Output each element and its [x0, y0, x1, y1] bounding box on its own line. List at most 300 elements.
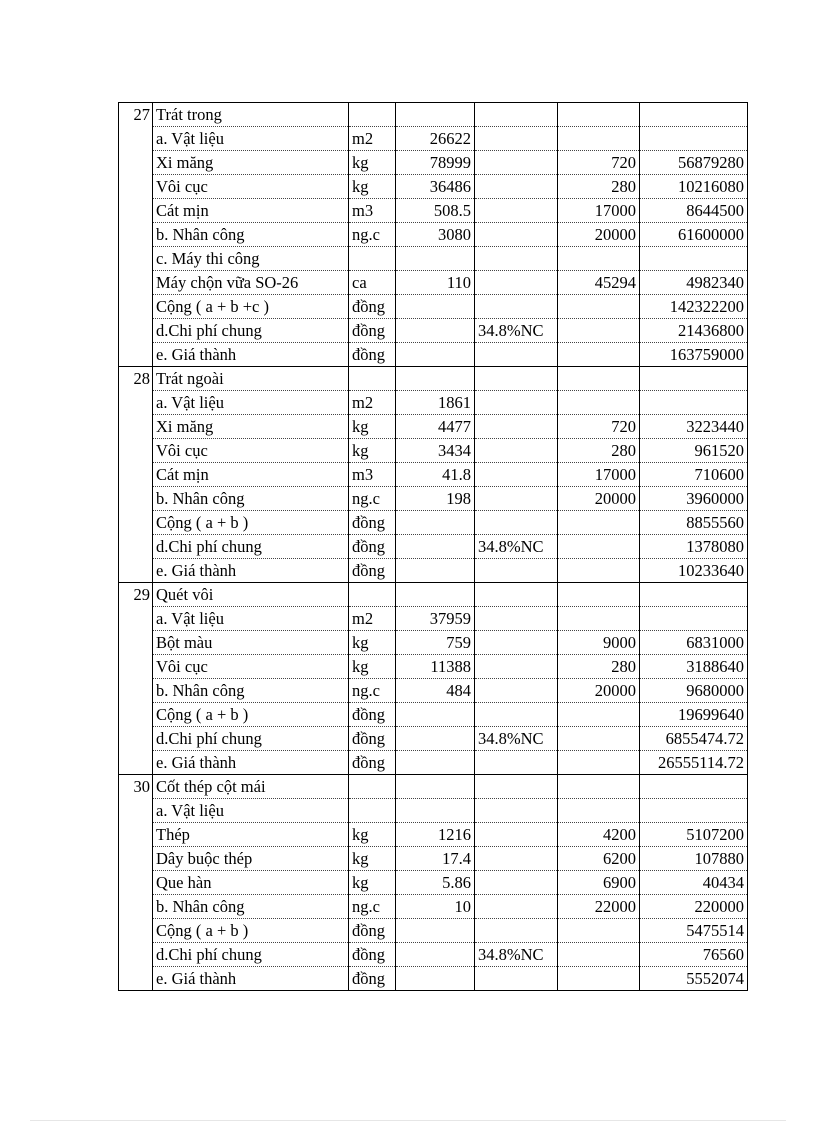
pct-cell	[475, 439, 558, 463]
unit-cell: m2	[349, 127, 396, 151]
price-cell: 20000	[558, 679, 640, 703]
amount-cell: 107880	[640, 847, 748, 871]
pct-cell	[475, 415, 558, 439]
amount-cell	[640, 583, 748, 607]
name-cell: e. Giá thành	[153, 559, 349, 583]
item-number-cell	[119, 655, 153, 679]
cost-table	[118, 102, 748, 991]
amount-cell	[640, 127, 748, 151]
pct-cell	[475, 631, 558, 655]
pct-cell	[475, 223, 558, 247]
price-cell	[558, 799, 640, 823]
pct-cell	[475, 703, 558, 727]
pct-cell	[475, 559, 558, 583]
name-cell: a. Vật liệu	[153, 391, 349, 415]
qty-cell	[396, 751, 475, 775]
amount-cell: 710600	[640, 463, 748, 487]
price-cell	[558, 295, 640, 319]
table-row	[119, 343, 748, 367]
unit-cell: kg	[349, 415, 396, 439]
table-row	[119, 151, 748, 175]
item-number-cell	[119, 871, 153, 895]
item-number-cell	[119, 559, 153, 583]
price-cell	[558, 247, 640, 271]
unit-cell: m3	[349, 199, 396, 223]
item-number-cell: 30	[119, 775, 153, 799]
price-cell	[558, 703, 640, 727]
price-cell	[558, 367, 640, 391]
item-number-cell	[119, 271, 153, 295]
table-row	[119, 439, 748, 463]
pct-cell: 34.8%NC	[475, 535, 558, 559]
item-number-cell: 28	[119, 367, 153, 391]
qty-cell	[396, 535, 475, 559]
name-cell: b. Nhân công	[153, 679, 349, 703]
unit-cell: m2	[349, 607, 396, 631]
table-row	[119, 295, 748, 319]
price-cell	[558, 535, 640, 559]
item-number-cell	[119, 751, 153, 775]
price-cell: 22000	[558, 895, 640, 919]
item-number-cell	[119, 439, 153, 463]
unit-cell: đồng	[349, 511, 396, 535]
table-row	[119, 655, 748, 679]
table-row	[119, 895, 748, 919]
qty-cell	[396, 103, 475, 127]
amount-cell	[640, 367, 748, 391]
amount-cell: 5552074	[640, 967, 748, 991]
amount-cell: 8855560	[640, 511, 748, 535]
table-row	[119, 199, 748, 223]
item-number-cell	[119, 391, 153, 415]
item-number-cell	[119, 223, 153, 247]
qty-cell: 3434	[396, 439, 475, 463]
item-number-cell	[119, 703, 153, 727]
unit-cell	[349, 103, 396, 127]
price-cell	[558, 967, 640, 991]
amount-cell: 8644500	[640, 199, 748, 223]
pct-cell	[475, 583, 558, 607]
table-row	[119, 175, 748, 199]
table-row	[119, 727, 748, 751]
item-number-cell	[119, 511, 153, 535]
price-cell	[558, 607, 640, 631]
item-number-cell	[119, 919, 153, 943]
pct-cell	[475, 799, 558, 823]
unit-cell: đồng	[349, 967, 396, 991]
table-row	[119, 367, 748, 391]
qty-cell: 5.86	[396, 871, 475, 895]
qty-cell	[396, 511, 475, 535]
pct-cell	[475, 847, 558, 871]
qty-cell: 110	[396, 271, 475, 295]
item-number-cell	[119, 799, 153, 823]
price-cell	[558, 775, 640, 799]
qty-cell: 17.4	[396, 847, 475, 871]
qty-cell	[396, 967, 475, 991]
pct-cell	[475, 127, 558, 151]
qty-cell	[396, 319, 475, 343]
unit-cell: kg	[349, 439, 396, 463]
amount-cell: 5475514	[640, 919, 748, 943]
unit-cell: đồng	[349, 295, 396, 319]
unit-cell: đồng	[349, 751, 396, 775]
table-row	[119, 247, 748, 271]
name-cell: Máy chộn vữa SO-26	[153, 271, 349, 295]
table-row	[119, 631, 748, 655]
table-row	[119, 415, 748, 439]
name-cell: Vôi cục	[153, 655, 349, 679]
unit-cell: kg	[349, 631, 396, 655]
table-row	[119, 583, 748, 607]
table-row	[119, 463, 748, 487]
table-row	[119, 919, 748, 943]
price-cell: 9000	[558, 631, 640, 655]
qty-cell: 759	[396, 631, 475, 655]
table-row	[119, 511, 748, 535]
item-number-cell	[119, 631, 153, 655]
name-cell: Vôi cục	[153, 175, 349, 199]
pct-cell	[475, 295, 558, 319]
name-cell: e. Giá thành	[153, 967, 349, 991]
amount-cell: 961520	[640, 439, 748, 463]
unit-cell	[349, 775, 396, 799]
amount-cell: 40434	[640, 871, 748, 895]
unit-cell: đồng	[349, 559, 396, 583]
unit-cell: đồng	[349, 343, 396, 367]
amount-cell	[640, 775, 748, 799]
price-cell	[558, 751, 640, 775]
price-cell: 280	[558, 439, 640, 463]
name-cell: Cát mịn	[153, 199, 349, 223]
price-cell	[558, 727, 640, 751]
pct-cell	[475, 607, 558, 631]
name-cell: Cộng ( a + b )	[153, 703, 349, 727]
price-cell: 720	[558, 415, 640, 439]
pct-cell	[475, 199, 558, 223]
name-cell: b. Nhân công	[153, 223, 349, 247]
qty-cell	[396, 727, 475, 751]
unit-cell: ng.c	[349, 895, 396, 919]
name-cell: Vôi cục	[153, 439, 349, 463]
pct-cell	[475, 823, 558, 847]
qty-cell: 3080	[396, 223, 475, 247]
amount-cell: 19699640	[640, 703, 748, 727]
pct-cell	[475, 151, 558, 175]
table-row	[119, 223, 748, 247]
pct-cell	[475, 271, 558, 295]
table-row	[119, 679, 748, 703]
price-cell: 4200	[558, 823, 640, 847]
price-cell	[558, 943, 640, 967]
unit-cell: đồng	[349, 319, 396, 343]
name-cell: Thép	[153, 823, 349, 847]
unit-cell: đồng	[349, 535, 396, 559]
item-number-cell	[119, 463, 153, 487]
price-cell: 45294	[558, 271, 640, 295]
price-cell	[558, 559, 640, 583]
name-cell: Cộng ( a + b )	[153, 511, 349, 535]
amount-cell: 5107200	[640, 823, 748, 847]
price-cell	[558, 391, 640, 415]
price-cell: 20000	[558, 223, 640, 247]
table-row	[119, 943, 748, 967]
table-row	[119, 799, 748, 823]
name-cell: Quét vôi	[153, 583, 349, 607]
item-number-cell	[119, 895, 153, 919]
price-cell	[558, 919, 640, 943]
item-number-cell	[119, 943, 153, 967]
qty-cell: 26622	[396, 127, 475, 151]
table-row	[119, 127, 748, 151]
amount-cell: 61600000	[640, 223, 748, 247]
price-cell: 6900	[558, 871, 640, 895]
name-cell: d.Chi phí chung	[153, 535, 349, 559]
item-number-cell	[119, 343, 153, 367]
name-cell: a. Vật liệu	[153, 799, 349, 823]
item-number-cell	[119, 199, 153, 223]
qty-cell	[396, 799, 475, 823]
pct-cell	[475, 391, 558, 415]
amount-cell: 3223440	[640, 415, 748, 439]
qty-cell: 1216	[396, 823, 475, 847]
item-number-cell	[119, 487, 153, 511]
name-cell: Trát ngoài	[153, 367, 349, 391]
qty-cell: 11388	[396, 655, 475, 679]
amount-cell: 76560	[640, 943, 748, 967]
price-cell: 280	[558, 655, 640, 679]
table-row	[119, 607, 748, 631]
qty-cell	[396, 703, 475, 727]
name-cell: Xi măng	[153, 151, 349, 175]
pct-cell	[475, 919, 558, 943]
item-number-cell	[119, 847, 153, 871]
unit-cell: ng.c	[349, 223, 396, 247]
pct-cell	[475, 895, 558, 919]
amount-cell: 6831000	[640, 631, 748, 655]
unit-cell	[349, 247, 396, 271]
unit-cell: kg	[349, 151, 396, 175]
price-cell	[558, 511, 640, 535]
name-cell: d.Chi phí chung	[153, 943, 349, 967]
price-cell	[558, 319, 640, 343]
table-row	[119, 751, 748, 775]
amount-cell	[640, 103, 748, 127]
unit-cell: ca	[349, 271, 396, 295]
qty-cell	[396, 943, 475, 967]
unit-cell	[349, 799, 396, 823]
pct-cell	[475, 511, 558, 535]
item-number-cell	[119, 175, 153, 199]
amount-cell: 6855474.72	[640, 727, 748, 751]
pct-cell	[475, 103, 558, 127]
item-number-cell	[119, 247, 153, 271]
name-cell: Cộng ( a + b )	[153, 919, 349, 943]
item-number-cell: 29	[119, 583, 153, 607]
qty-cell	[396, 343, 475, 367]
name-cell: Que hàn	[153, 871, 349, 895]
table-row	[119, 847, 748, 871]
item-number-cell	[119, 967, 153, 991]
price-cell: 6200	[558, 847, 640, 871]
item-number-cell	[119, 679, 153, 703]
unit-cell: kg	[349, 871, 396, 895]
table-row	[119, 967, 748, 991]
unit-cell: ng.c	[349, 679, 396, 703]
qty-cell: 41.8	[396, 463, 475, 487]
pct-cell	[475, 247, 558, 271]
qty-cell: 484	[396, 679, 475, 703]
unit-cell	[349, 583, 396, 607]
unit-cell: kg	[349, 847, 396, 871]
table-row	[119, 535, 748, 559]
name-cell: Cát mịn	[153, 463, 349, 487]
qty-cell: 78999	[396, 151, 475, 175]
amount-cell: 3188640	[640, 655, 748, 679]
name-cell: Trát trong	[153, 103, 349, 127]
item-number-cell	[119, 415, 153, 439]
name-cell: Xi măng	[153, 415, 349, 439]
amount-cell: 21436800	[640, 319, 748, 343]
price-cell	[558, 127, 640, 151]
unit-cell: đồng	[349, 943, 396, 967]
name-cell: b. Nhân công	[153, 895, 349, 919]
price-cell: 20000	[558, 487, 640, 511]
qty-cell: 1861	[396, 391, 475, 415]
price-cell: 720	[558, 151, 640, 175]
name-cell: a. Vật liệu	[153, 127, 349, 151]
table-row	[119, 391, 748, 415]
page-footer-line	[30, 1120, 786, 1121]
unit-cell: m2	[349, 391, 396, 415]
pct-cell	[475, 655, 558, 679]
qty-cell: 37959	[396, 607, 475, 631]
name-cell: Cộng ( a + b +c )	[153, 295, 349, 319]
qty-cell	[396, 295, 475, 319]
name-cell: Bột màu	[153, 631, 349, 655]
unit-cell: đồng	[349, 919, 396, 943]
amount-cell: 10233640	[640, 559, 748, 583]
amount-cell: 9680000	[640, 679, 748, 703]
amount-cell	[640, 607, 748, 631]
item-number-cell	[119, 319, 153, 343]
table-row	[119, 703, 748, 727]
qty-cell: 198	[396, 487, 475, 511]
price-cell	[558, 343, 640, 367]
pct-cell: 34.8%NC	[475, 943, 558, 967]
pct-cell	[475, 487, 558, 511]
amount-cell: 220000	[640, 895, 748, 919]
qty-cell: 4477	[396, 415, 475, 439]
amount-cell	[640, 799, 748, 823]
table-row	[119, 559, 748, 583]
cost-estimate-sheet	[118, 102, 748, 991]
unit-cell: m3	[349, 463, 396, 487]
unit-cell: ng.c	[349, 487, 396, 511]
name-cell: d.Chi phí chung	[153, 727, 349, 751]
item-number-cell	[119, 823, 153, 847]
pct-cell	[475, 463, 558, 487]
table-body	[119, 103, 748, 991]
qty-cell: 36486	[396, 175, 475, 199]
pct-cell	[475, 751, 558, 775]
unit-cell: kg	[349, 175, 396, 199]
name-cell: e. Giá thành	[153, 343, 349, 367]
pct-cell	[475, 175, 558, 199]
name-cell: b. Nhân công	[153, 487, 349, 511]
price-cell	[558, 583, 640, 607]
amount-cell: 56879280	[640, 151, 748, 175]
table-row	[119, 775, 748, 799]
table-row	[119, 271, 748, 295]
qty-cell: 10	[396, 895, 475, 919]
name-cell: Cốt thép cột mái	[153, 775, 349, 799]
amount-cell: 163759000	[640, 343, 748, 367]
table-row	[119, 487, 748, 511]
price-cell: 17000	[558, 199, 640, 223]
unit-cell: kg	[349, 655, 396, 679]
qty-cell	[396, 367, 475, 391]
pct-cell	[475, 367, 558, 391]
amount-cell: 10216080	[640, 175, 748, 199]
unit-cell: đồng	[349, 727, 396, 751]
name-cell: a. Vật liệu	[153, 607, 349, 631]
amount-cell: 1378080	[640, 535, 748, 559]
qty-cell	[396, 583, 475, 607]
qty-cell: 508.5	[396, 199, 475, 223]
pct-cell	[475, 679, 558, 703]
pct-cell	[475, 967, 558, 991]
qty-cell	[396, 775, 475, 799]
name-cell: Dây buộc thép	[153, 847, 349, 871]
qty-cell	[396, 247, 475, 271]
amount-cell: 142322200	[640, 295, 748, 319]
pct-cell: 34.8%NC	[475, 727, 558, 751]
amount-cell: 4982340	[640, 271, 748, 295]
item-number-cell	[119, 607, 153, 631]
pct-cell: 34.8%NC	[475, 319, 558, 343]
item-number-cell	[119, 127, 153, 151]
amount-cell	[640, 391, 748, 415]
pct-cell	[475, 775, 558, 799]
table-row	[119, 823, 748, 847]
item-number-cell	[119, 295, 153, 319]
price-cell: 17000	[558, 463, 640, 487]
table-row	[119, 871, 748, 895]
amount-cell: 26555114.72	[640, 751, 748, 775]
name-cell: c. Máy thi công	[153, 247, 349, 271]
qty-cell	[396, 559, 475, 583]
qty-cell	[396, 919, 475, 943]
price-cell: 280	[558, 175, 640, 199]
pct-cell	[475, 871, 558, 895]
pct-cell	[475, 343, 558, 367]
item-number-cell: 27	[119, 103, 153, 127]
unit-cell: đồng	[349, 703, 396, 727]
item-number-cell	[119, 727, 153, 751]
table-row	[119, 319, 748, 343]
unit-cell: kg	[349, 823, 396, 847]
price-cell	[558, 103, 640, 127]
item-number-cell	[119, 151, 153, 175]
amount-cell: 3960000	[640, 487, 748, 511]
item-number-cell	[119, 535, 153, 559]
amount-cell	[640, 247, 748, 271]
unit-cell	[349, 367, 396, 391]
table-row	[119, 103, 748, 127]
name-cell: d.Chi phí chung	[153, 319, 349, 343]
name-cell: e. Giá thành	[153, 751, 349, 775]
